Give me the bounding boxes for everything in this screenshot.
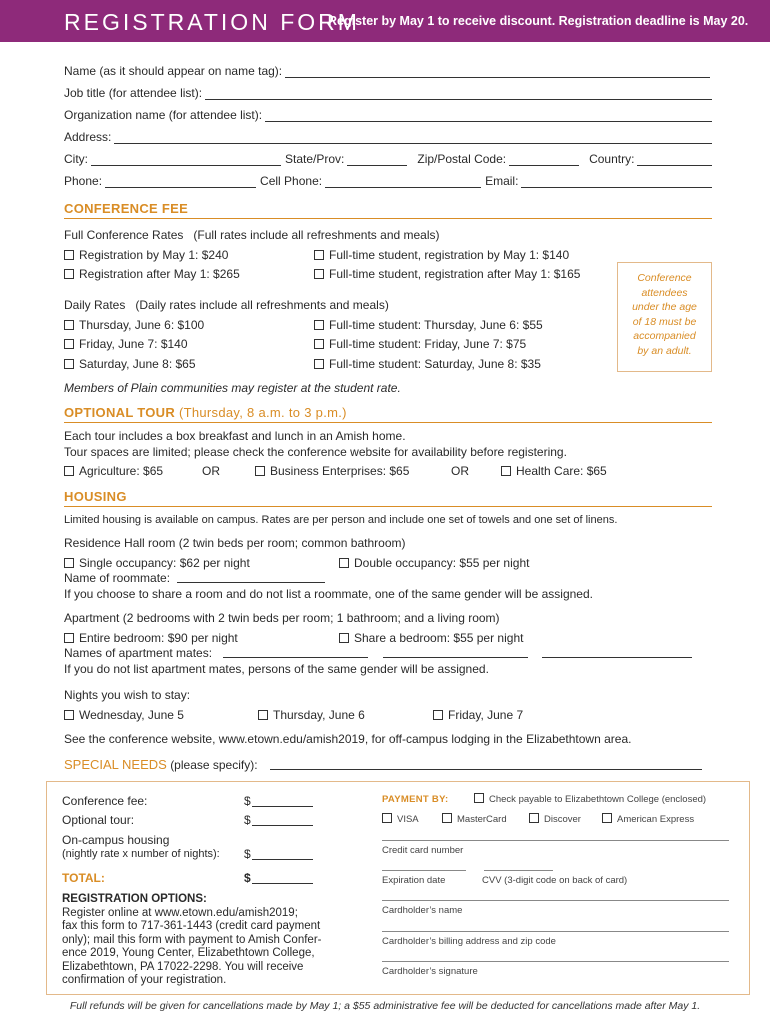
housing-fee-amount-field[interactable]: [252, 859, 313, 860]
registration-options-line: fax this form to 717-361-1443 (credit card payment: [62, 920, 321, 932]
roommate-label: Name of roommate:: [64, 571, 171, 585]
checkbox-icon[interactable]: [314, 269, 324, 279]
cvv-field[interactable]: [484, 870, 553, 871]
fee-option-label: Saturday, June 8: $65: [79, 357, 196, 371]
night-option[interactable]: [433, 708, 523, 722]
fee-option[interactable]: [314, 248, 569, 262]
or-label: OR: [202, 464, 220, 478]
tour-info-2: Tour spaces are limited; please check the conference website for availability before registering.: [64, 445, 567, 459]
registration-options-line: confirmation of your registration.: [62, 974, 227, 986]
apartment-label: Apartment: [64, 611, 120, 625]
zip-label: Zip/Postal Code:: [417, 152, 507, 166]
checkbox-icon[interactable]: [314, 339, 324, 349]
housing-option[interactable]: [339, 631, 523, 645]
apartment-mate-field[interactable]: [383, 657, 528, 658]
country-label: Country:: [589, 152, 635, 166]
state-label: State/Prov:: [285, 152, 345, 166]
fee-option[interactable]: [64, 248, 228, 262]
age-notice-line: of 18 must be: [632, 315, 697, 328]
address-field[interactable]: [114, 131, 712, 144]
fee-option-label: Friday, June 7: $140: [79, 337, 188, 351]
night-option[interactable]: [258, 708, 365, 722]
org-label: Organization name (for attendee list):: [64, 108, 263, 122]
night-option-label: Thursday, June 6: [273, 708, 365, 722]
fee-option-label: Registration after May 1: $265: [79, 267, 240, 281]
checkbox-icon[interactable]: [64, 558, 74, 568]
phone-label: Phone:: [64, 174, 103, 188]
refund-policy: Full refunds will be given for cancellations made by May 1; a $55 administrative fee will be deducted for cancellations made after May 1.: [69, 1000, 701, 1012]
fee-option[interactable]: [314, 337, 526, 351]
checkbox-icon[interactable]: [64, 339, 74, 349]
registration-options: [62, 893, 352, 988]
header-bar: [0, 0, 770, 42]
fee-option-label: Full-time student: Friday, June 7: $75: [329, 337, 527, 351]
deadline-note: Register by May 1 to receive discount. Registration deadline is May 20.: [328, 14, 749, 28]
total-amount-field[interactable]: [252, 883, 313, 884]
country-field[interactable]: [637, 153, 712, 166]
housing-option-label: Double occupancy: $55 per night: [354, 556, 530, 570]
registration-options-line: Elizabethtown, PA 17022-2298. You will receive: [62, 960, 304, 973]
age-notice-line: accompanied: [633, 330, 696, 342]
payment-visa-option[interactable]: [382, 813, 419, 825]
optional-tour-heading: OPTIONAL TOUR: [64, 405, 176, 420]
housing-option[interactable]: [64, 631, 238, 645]
optional-tour-title: [64, 405, 712, 423]
tour-option[interactable]: [64, 464, 163, 478]
registration-options-line: only); mail this form with payment to Amish Confer-: [62, 933, 322, 946]
daily-rates-note: (Daily rates include all refreshments and meals): [135, 298, 389, 312]
fee-option[interactable]: [64, 337, 188, 351]
total-label: TOTAL:: [62, 871, 105, 885]
optional-tour-time: (Thursday, 8 a.m. to 3 p.m.): [178, 405, 347, 420]
housing-fee-dollar: $: [244, 847, 251, 861]
full-rates-label: Full Conference Rates: [64, 228, 184, 242]
city-label: City:: [64, 152, 88, 166]
checkbox-icon[interactable]: [382, 813, 392, 823]
conf-fee-label: Conference fee:: [62, 794, 148, 808]
apartment-mate-field[interactable]: [223, 657, 368, 658]
night-option[interactable]: [64, 708, 184, 722]
offcampus-text: See the conference website,: [64, 732, 219, 746]
expiration-field[interactable]: [382, 870, 466, 871]
fee-option-label: Full-time student, registration by May 1: $140: [329, 248, 570, 262]
registration-options-line: Register online at www.etown.edu/amish2019;: [62, 906, 298, 919]
age-notice-line: under the age: [632, 301, 697, 313]
housing-option-label: Entire bedroom: $90 per night: [79, 631, 238, 645]
housing-option[interactable]: [339, 556, 529, 570]
state-field[interactable]: [347, 153, 407, 166]
org-row: [64, 104, 712, 122]
housing-title: [64, 489, 712, 507]
tour-fee-dollar: $: [244, 813, 251, 827]
fee-option[interactable]: [314, 318, 543, 332]
registration-options-line: ence 2019, Young Center, Elizabethtown College,: [62, 947, 315, 959]
signature-label: Cardholder’s signature: [382, 966, 478, 977]
checkbox-icon[interactable]: [474, 793, 484, 803]
housing-fee-label: On-campus housing: [62, 833, 170, 847]
fee-option[interactable]: [64, 357, 196, 371]
age-notice-box: [617, 262, 712, 372]
payment-mastercard-label: MasterCard: [457, 814, 507, 825]
conf-fee-amount-field[interactable]: [252, 806, 313, 807]
address-row: [64, 126, 712, 144]
phone-row: [64, 170, 712, 188]
email-field[interactable]: [521, 175, 712, 188]
or-label: OR: [451, 464, 469, 478]
tour-option-label: Agriculture: $65: [79, 464, 164, 478]
cell-label: Cell Phone:: [260, 174, 323, 188]
offcampus-link[interactable]: www.etown.edu/amish2019: [218, 732, 365, 746]
payment-discover-option[interactable]: [529, 813, 581, 825]
fee-option-label: Full-time student: Saturday, June 8: $35: [329, 357, 541, 371]
job-label: Job title (for attendee list):: [64, 86, 203, 100]
conference-fee-title: [64, 201, 712, 219]
fee-option[interactable]: [314, 267, 580, 281]
zip-field[interactable]: [509, 153, 579, 166]
checkbox-icon[interactable]: [433, 710, 443, 720]
special-needs-heading: [64, 757, 258, 772]
fee-option[interactable]: [64, 318, 204, 332]
phone-field[interactable]: [105, 175, 256, 188]
checkbox-icon[interactable]: [314, 250, 324, 260]
cardholder-name-label: Cardholder’s name: [382, 905, 463, 916]
apartment-info: If you do not list apartment mates, persons of the same gender will be assigned.: [64, 662, 489, 676]
email-label: Email:: [485, 174, 519, 188]
tour-option[interactable]: [255, 464, 409, 478]
payment-check-label: Check payable to Elizabethtown College (enclosed): [489, 794, 707, 805]
residence-label: Residence Hall room: [64, 536, 176, 550]
org-field[interactable]: [265, 109, 712, 122]
roommate-field[interactable]: [177, 582, 325, 583]
checkbox-icon[interactable]: [64, 633, 74, 643]
billing-address-field[interactable]: [382, 931, 729, 932]
checkbox-icon[interactable]: [442, 813, 452, 823]
conference-fee-heading: CONFERENCE FEE: [64, 201, 189, 216]
payment-title: PAYMENT BY:: [382, 794, 449, 805]
name-label: Name (as it should appear on name tag):: [64, 64, 283, 78]
age-notice-line: by an adult.: [637, 344, 692, 357]
housing-intro: Limited housing is available on campus. Rates are per person and include one set of towels and one set of linens.: [64, 514, 618, 526]
fee-option-label: Thursday, June 6: $100: [79, 318, 205, 332]
payment-check-option[interactable]: [474, 793, 706, 805]
housing-option-label: Share a bedroom: $55 per night: [354, 631, 524, 645]
full-rates-note: (Full rates include all refreshments and meals): [193, 228, 440, 242]
registration-options-heading: REGISTRATION OPTIONS:: [62, 893, 207, 905]
offcampus-note: [64, 732, 631, 746]
payment-discover-label: Discover: [544, 814, 581, 825]
age-notice-line: Conference: [637, 272, 692, 284]
checkbox-icon[interactable]: [258, 710, 268, 720]
tour-fee-amount-field[interactable]: [252, 825, 313, 826]
offcampus-text: , for off-campus lodging in the Elizabethtown area.: [364, 732, 632, 746]
name-row: [64, 60, 710, 78]
address-label: Address:: [64, 130, 112, 144]
checkbox-icon[interactable]: [64, 320, 74, 330]
cardholder-name-field[interactable]: [382, 900, 729, 901]
name-field[interactable]: [285, 65, 710, 78]
housing-option-label: Single occupancy: $62 per night: [79, 556, 250, 570]
conf-fee-dollar: $: [244, 794, 251, 808]
card-number-label: Credit card number: [382, 845, 464, 856]
checkbox-icon[interactable]: [339, 558, 349, 568]
tour-fee-label: Optional tour:: [62, 813, 135, 827]
payment-amex-option[interactable]: [602, 813, 694, 825]
housing-heading: HOUSING: [64, 489, 127, 504]
residence-heading: [64, 536, 406, 550]
checkbox-icon[interactable]: [64, 359, 74, 369]
fee-option-label: Full-time student: Thursday, June 6: $55: [329, 318, 543, 332]
checkbox-icon[interactable]: [255, 466, 265, 476]
full-rates-heading: [64, 228, 440, 242]
expiration-label: Expiration date: [382, 875, 446, 886]
special-needs-title: SPECIAL NEEDS: [64, 757, 167, 772]
night-option-label: Wednesday, June 5: [79, 708, 184, 722]
apartment-mates-label: Names of apartment mates:: [64, 646, 213, 660]
payment-mastercard-option[interactable]: [442, 813, 507, 825]
payment-visa-label: VISA: [397, 814, 419, 825]
night-option-label: Friday, June 7: [448, 708, 524, 722]
tour-info-1: Each tour includes a box breakfast and lunch in an Amish home.: [64, 429, 406, 443]
card-number-field[interactable]: [382, 840, 729, 841]
billing-address-label: Cardholder’s billing address and zip code: [382, 936, 556, 947]
age-notice-line: attendees: [641, 286, 688, 299]
job-row: [64, 82, 712, 100]
apartment-mate-field[interactable]: [542, 657, 692, 658]
cvv-label: CVV (3-digit code on back of card): [482, 875, 628, 886]
city-row: [64, 148, 712, 166]
checkbox-icon[interactable]: [64, 710, 74, 720]
residence-note: (2 twin beds per room; common bathroom): [178, 536, 406, 550]
plain-community-note: Members of Plain communities may register at the student rate.: [64, 381, 401, 395]
checkbox-icon[interactable]: [339, 633, 349, 643]
form-title: REGISTRATION FORM: [64, 9, 360, 35]
checkbox-icon[interactable]: [602, 813, 612, 823]
housing-fee-sub: (nightly rate x number of nights):: [62, 848, 220, 860]
job-field[interactable]: [205, 87, 712, 100]
apartment-heading: [64, 611, 500, 625]
checkbox-icon[interactable]: [314, 359, 324, 369]
total-dollar: $: [244, 871, 251, 885]
checkbox-icon[interactable]: [314, 320, 324, 330]
checkbox-icon[interactable]: [64, 250, 74, 260]
checkbox-icon[interactable]: [529, 813, 539, 823]
special-needs-field[interactable]: [270, 769, 702, 770]
fee-option[interactable]: [314, 357, 541, 371]
checkbox-icon[interactable]: [64, 466, 74, 476]
city-field[interactable]: [91, 153, 281, 166]
checkbox-icon[interactable]: [64, 269, 74, 279]
tour-option-label: Business Enterprises: $65: [270, 464, 410, 478]
signature-field[interactable]: [382, 961, 729, 962]
daily-rates-label: Daily Rates: [64, 298, 126, 312]
fee-option-label: Full-time student, registration after May 1: $165: [329, 267, 581, 281]
cell-field[interactable]: [325, 175, 481, 188]
daily-rates-heading: [64, 298, 389, 312]
tour-option-label: Health Care: $65: [516, 464, 607, 478]
residence-info: If you choose to share a room and do not list a roommate, one of the same gender will be assigned.: [64, 587, 593, 601]
tour-option[interactable]: [501, 464, 607, 478]
fee-option-label: Registration by May 1: $240: [79, 248, 229, 262]
nights-heading: Nights you wish to stay:: [64, 688, 191, 702]
housing-option[interactable]: [64, 556, 250, 570]
checkbox-icon[interactable]: [501, 466, 511, 476]
apartment-note: (2 bedrooms with 2 twin beds per room; 1 bathroom; and a living room): [122, 611, 500, 625]
fee-option[interactable]: [64, 267, 240, 281]
special-needs-sub: (please specify):: [170, 758, 258, 772]
payment-amex-label: American Express: [617, 814, 695, 825]
